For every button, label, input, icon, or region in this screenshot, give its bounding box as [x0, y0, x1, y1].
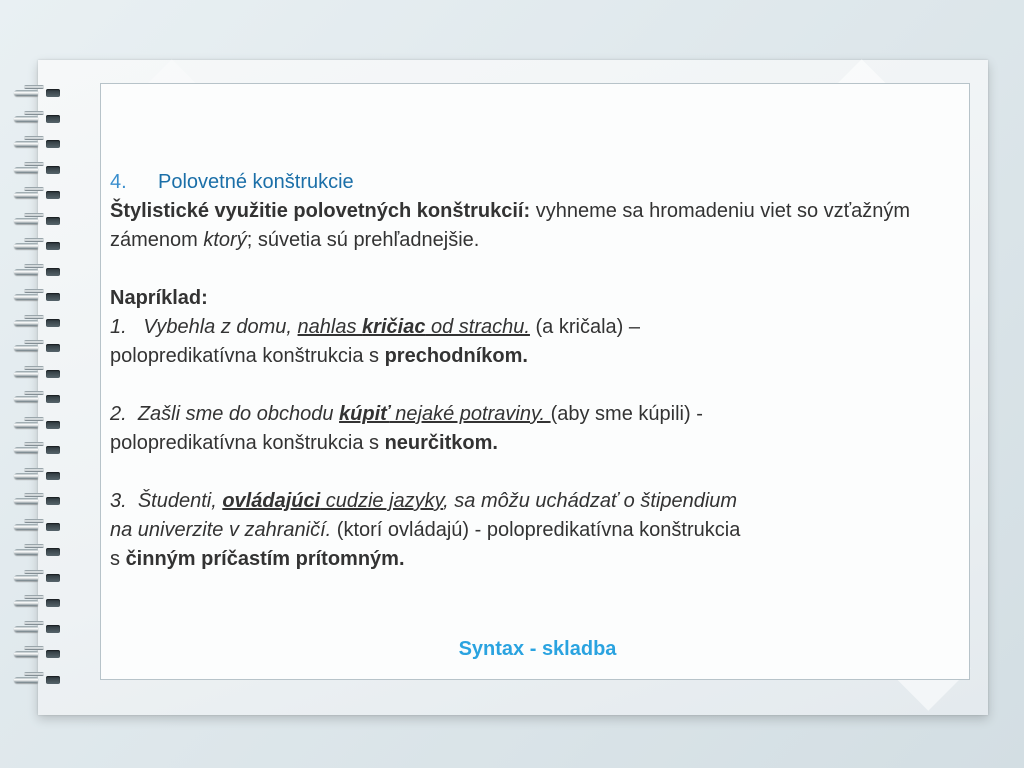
spiral-ring	[10, 343, 66, 355]
intro-text-end: ; súvetia sú prehľadnejšie.	[246, 229, 480, 251]
footer-title: Syntax - skladba	[458, 638, 617, 660]
ex3-term: činným príčastím prítomným.	[125, 548, 405, 570]
example-3	[110, 487, 940, 574]
ex1-underlined-end: od strachu.	[431, 316, 530, 338]
spiral-ring	[10, 88, 66, 100]
spiral-ring	[10, 369, 66, 381]
ex2-paren: (aby sme kúpili) -	[550, 403, 703, 425]
spiral-ring	[10, 318, 66, 330]
ex3-bold-underlined: ovládajúci	[222, 490, 321, 512]
intro-paragraph	[110, 197, 940, 255]
ex1-description: polopredikatívna konštrukcia s	[110, 345, 385, 367]
ex3-number: 3.	[110, 490, 127, 512]
ex3-description: (ktorí ovládajú) - polopredikatívna konštrukcia	[331, 519, 741, 541]
intro-italic: ktorý	[203, 229, 247, 251]
ex3-underlined: cudzie jazyky	[320, 490, 444, 512]
heading-number: 4.	[110, 171, 127, 193]
ex3-lead: Študenti,	[137, 490, 223, 512]
ex3-prefix: s	[110, 548, 126, 570]
ex2-underlined: nejaké potraviny.	[389, 403, 551, 425]
spiral-ring	[10, 675, 66, 687]
spiral-binding	[10, 88, 66, 698]
example-label-text: Napríklad:	[110, 287, 208, 309]
spiral-ring	[10, 190, 66, 202]
spiral-ring	[10, 139, 66, 151]
heading-title: Polovetné konštrukcie	[158, 171, 354, 193]
example-1	[110, 313, 940, 371]
ex1-underlined: nahlas	[297, 316, 357, 338]
ex1-term: prechodníkom.	[384, 345, 528, 367]
ex1-bold-underlined: kričiac	[362, 316, 426, 338]
intro-text: vyhneme sa hromadeniu viet so vzťažným zámenom	[110, 200, 911, 251]
ex3-rest: , sa môžu uchádzať o štipendium	[443, 490, 738, 512]
spiral-ring	[10, 573, 66, 585]
spiral-ring	[10, 649, 66, 661]
spiral-ring	[10, 216, 66, 228]
spiral-ring	[10, 598, 66, 610]
example-2	[110, 400, 940, 458]
spiral-ring	[10, 522, 66, 534]
section-heading	[110, 168, 940, 197]
spiral-ring	[10, 394, 66, 406]
ex3-italic: na univerzite v zahraničí.	[110, 519, 332, 541]
ex1-lead: Vybehla z domu,	[143, 316, 292, 338]
spiral-ring	[10, 496, 66, 508]
spiral-ring	[10, 547, 66, 559]
ex1-paren: (a kričala) –	[529, 316, 640, 338]
spiral-ring	[10, 471, 66, 483]
ex1-number: 1.	[110, 316, 127, 338]
spiral-ring	[10, 165, 66, 177]
ex2-bold-underlined: kúpiť	[339, 403, 390, 425]
ex2-term: neurčitkom.	[384, 432, 498, 454]
spiral-ring	[10, 241, 66, 253]
spiral-ring	[10, 445, 66, 457]
spiral-ring	[10, 292, 66, 304]
ex2-description: polopredikatívna konštrukcia s	[110, 432, 385, 454]
slide-content	[110, 168, 940, 574]
ex2-number: 2.	[110, 403, 127, 425]
intro-bold: Štylistické využitie polovetných konštrukcií:	[110, 200, 531, 222]
spiral-ring	[10, 267, 66, 279]
example-label	[110, 284, 940, 313]
spiral-ring	[10, 114, 66, 126]
spiral-ring	[10, 624, 66, 636]
spiral-ring	[10, 420, 66, 432]
ex2-lead: Zašli sme do obchodu	[137, 403, 340, 425]
